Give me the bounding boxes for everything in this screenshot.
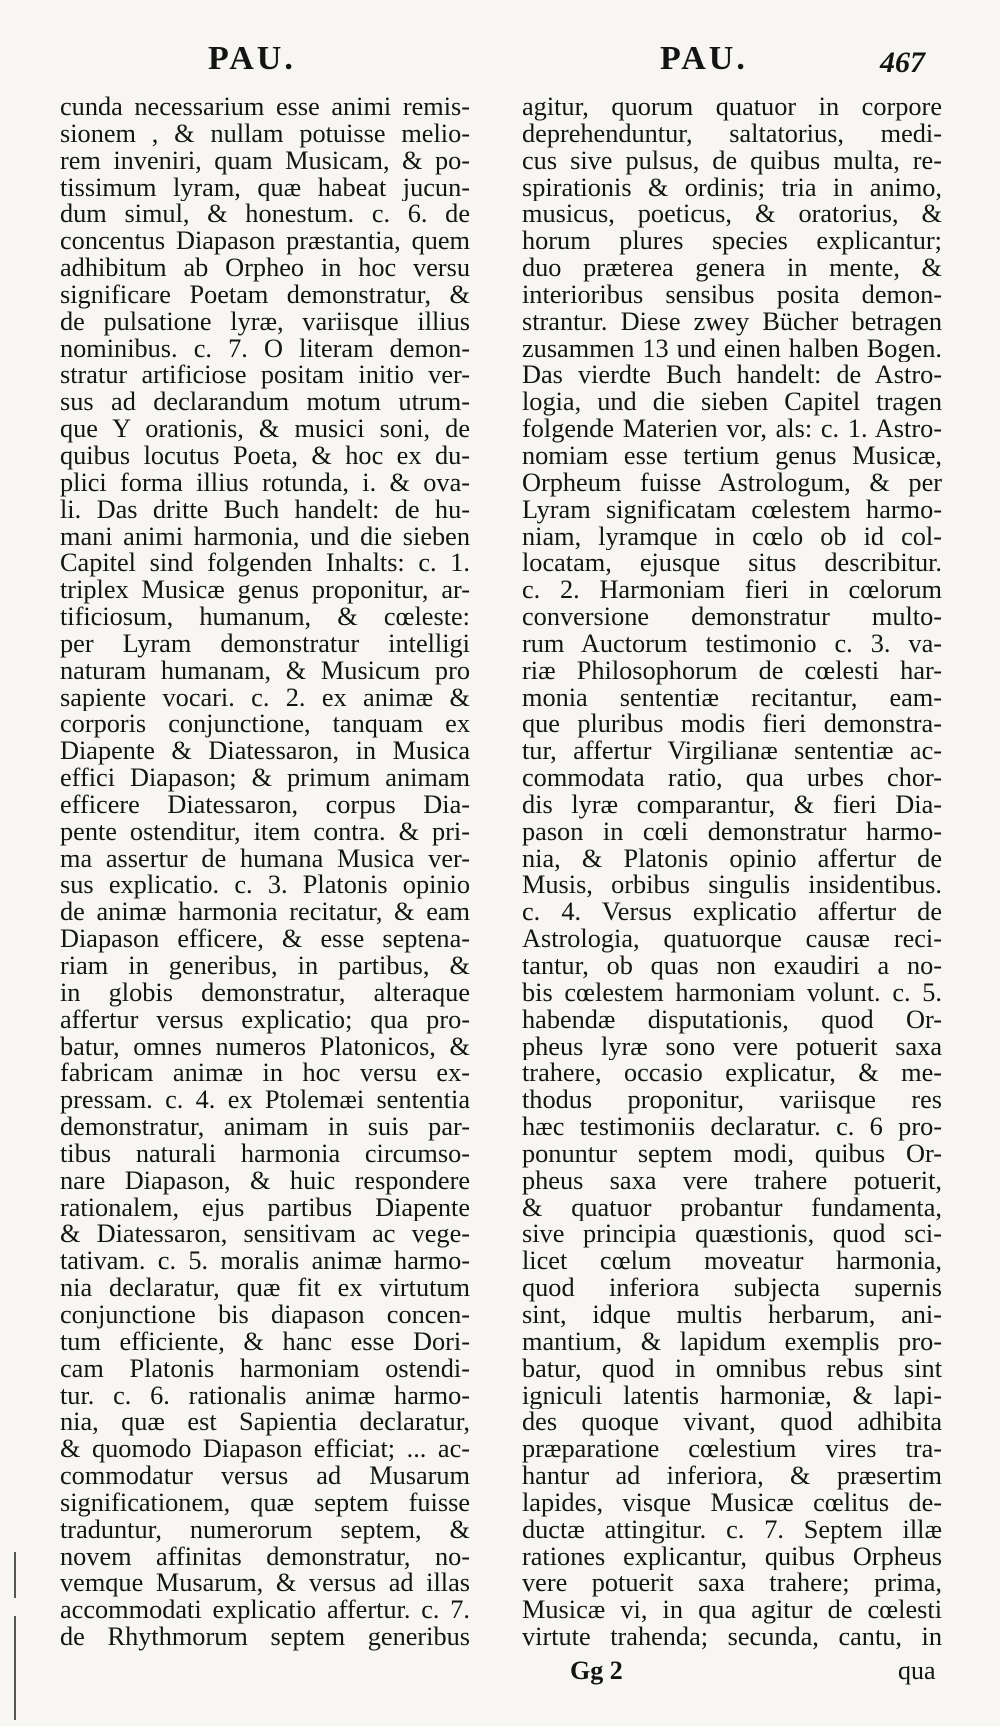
text-line: de animæ harmonia recitatur, & eam	[60, 899, 470, 927]
text-line: stratur artificiose positam initio ver-	[60, 362, 470, 390]
text-line: logia, und die sieben Capitel tragen	[522, 389, 942, 417]
text-line: nomiam esse tertium genus Musicæ,	[522, 442, 942, 470]
text-line: dum simul, & honestum. c. 6. de	[60, 201, 470, 229]
text-line: Musis, orbibus singulis insidentibus.	[522, 872, 942, 900]
text-line: tativam. c. 5. moralis animæ harmo-	[60, 1248, 470, 1276]
text-line: thodus proponitur, variisque res	[522, 1087, 942, 1115]
text-line: Orpheum fuisse Astrologum, & per	[522, 469, 942, 497]
text-line: rationes explicantur, quibus Orpheus	[522, 1543, 942, 1571]
text-line: nominibus. c. 7. O literam demon-	[60, 335, 470, 363]
text-line: conjunctione bis diapason concen-	[60, 1301, 470, 1329]
text-line: licet cœlum moveatur harmonia,	[522, 1248, 942, 1276]
margin-rule	[14, 1616, 16, 1720]
text-line: quod inferiora subjecta supernis	[522, 1275, 942, 1302]
text-line: de pulsatione lyræ, variisque illius	[60, 308, 470, 336]
text-line: in globis demonstratur, alteraque	[60, 979, 470, 1007]
running-head-right: PAU.	[660, 40, 748, 77]
text-line: sive principia quæstionis, quod sci-	[522, 1221, 942, 1249]
text-line: rum Auctorum testimonio c. 3. va-	[522, 630, 942, 658]
text-line: tur, affertur Virgilianæ sententiæ ac-	[522, 738, 942, 766]
catchword: qua	[898, 1656, 936, 1685]
text-line: batur, omnes numeros Platonicos, &	[60, 1033, 470, 1061]
text-line: interioribus sensibus posita demon-	[522, 281, 942, 309]
text-line: sionem , & nullam potuisse melio-	[60, 120, 470, 148]
text-line: pressam. c. 4. ex Ptolemæi sententia	[60, 1087, 470, 1115]
text-line: mantium, & lapidum exemplis pro-	[522, 1328, 942, 1356]
text-line: nia, & Platonis opinio affertur de	[522, 845, 942, 873]
text-line: nia declaratur, quæ fit ex virtutum	[60, 1275, 470, 1302]
text-line: monia sententiæ recitantur, eam-	[522, 684, 942, 712]
text-line: triplex Musicæ genus proponitur, ar-	[60, 577, 470, 605]
margin-rule	[14, 1552, 16, 1598]
text-line: Musicæ vi, in qua agitur de cœlesti	[522, 1597, 942, 1625]
text-line: tantur, ob quas non exaudiri a no-	[522, 953, 942, 980]
text-line: novem affinitas demonstratur, no-	[60, 1543, 470, 1571]
text-line: tibus naturali harmonia circumso-	[60, 1140, 470, 1168]
text-line: agitur, quorum quatuor in corpore	[522, 94, 942, 121]
signature-mark: Gg 2	[570, 1656, 623, 1685]
text-line: des quoque vivant, quod adhibita	[522, 1409, 942, 1437]
text-line: Astrologia, quatuorque causæ reci-	[522, 926, 942, 953]
text-line: niam, lyramque in cœlo ob id col-	[522, 523, 942, 551]
text-line: sus explicatio. c. 3. Platonis opinio	[60, 872, 470, 900]
text-line: commodata ratio, qua urbes chor-	[522, 765, 942, 792]
text-line: habendæ disputationis, quod Or-	[522, 1006, 942, 1034]
text-line: effici Diapason; & primum animam	[60, 765, 470, 792]
text-line: c. 4. Versus explicatio affertur de	[522, 899, 942, 927]
text-line: fabricam animæ in hoc versu ex-	[60, 1060, 470, 1088]
text-line: cam Platonis harmoniam ostendi-	[60, 1355, 470, 1383]
text-line: corporis conjunctione, tanquam ex	[60, 711, 470, 739]
text-line: Capitel sind folgenden Inhalts: c. 1.	[60, 550, 470, 578]
text-line: affertur versus explicatio; qua pro-	[60, 1006, 470, 1034]
text-line: accommodati explicatio affertur. c. 7.	[60, 1597, 470, 1625]
text-line: virtute trahenda; secunda, cantu, in	[522, 1624, 942, 1651]
text-line: tum efficiente, & hanc esse Dori-	[60, 1328, 470, 1356]
text-line: vemque Musarum, & versus ad illas	[60, 1570, 470, 1598]
text-line: spirationis & ordinis; tria in animo,	[522, 174, 942, 202]
text-line: & Diatessaron, sensitivam ac vege-	[60, 1221, 470, 1249]
text-line: igniculi latentis harmoniæ, & lapi-	[522, 1382, 942, 1410]
text-line: li. Das dritte Buch handelt: de hu-	[60, 496, 470, 524]
text-line: efficere Diatessaron, corpus Dia-	[60, 791, 470, 819]
text-line: conversione demonstratur multo-	[522, 604, 942, 631]
text-line: sus ad declarandum motum utrum-	[60, 389, 470, 417]
text-line: de Rhythmorum septem generibus	[60, 1624, 470, 1651]
text-line: nare Diapason, & huic respondere	[60, 1167, 470, 1195]
text-line: c. 2. Harmoniam fieri in cœlorum	[522, 577, 942, 605]
text-line: Diapason efficere, & esse septena-	[60, 926, 470, 953]
text-line: per Lyram demonstratur intelligi	[60, 630, 470, 658]
text-line: batur, quod in omnibus rebus sint	[522, 1355, 942, 1383]
text-line: significare Poetam demonstratur, &	[60, 281, 470, 309]
text-line: commodatur versus ad Musarum	[60, 1463, 470, 1490]
text-line: folgende Materien vor, als: c. 1. Astro-	[522, 416, 942, 443]
text-line: tificiosum, humanum, & cœleste:	[60, 604, 470, 631]
text-line: cunda necessarium esse animi remis-	[60, 94, 470, 121]
text-line: quibus locutus Poeta, & hoc ex du-	[60, 442, 470, 470]
text-line: nia, quæ est Sapientia declaratur,	[60, 1409, 470, 1437]
text-line: que pluribus modis fieri demonstra-	[522, 711, 942, 739]
text-line: pason in cœli demonstratur harmo-	[522, 818, 942, 846]
text-line: trahere, occasio explicatur, & me-	[522, 1060, 942, 1088]
text-line: traduntur, numerorum septem, &	[60, 1516, 470, 1544]
text-line: horum plures species explicantur;	[522, 228, 942, 256]
text-line: riæ Philosophorum de cœlesti har-	[522, 657, 942, 685]
left-text-column	[60, 94, 470, 1651]
running-head-left: PAU.	[208, 40, 296, 77]
text-line: locatam, ejusque situs describitur.	[522, 550, 942, 578]
text-line: duo præterea genera in mente, &	[522, 255, 942, 282]
text-line: naturam humanam, & Musicum pro	[60, 657, 470, 685]
text-line: sint, idque multis herbarum, ani-	[522, 1301, 942, 1329]
text-line: & quomodo Diapason efficiat; ... ac-	[60, 1436, 470, 1464]
text-line: Diapente & Diatessaron, in Musica	[60, 738, 470, 766]
text-line: pente ostenditur, item contra. & pri-	[60, 818, 470, 846]
text-line: pheus saxa vere trahere potuerit,	[522, 1167, 942, 1195]
text-line: dis lyræ comparantur, & fieri Dia-	[522, 791, 942, 819]
text-line: tur. c. 6. rationalis animæ harmo-	[60, 1382, 470, 1410]
text-line: cus sive pulsus, de quibus multa, re-	[522, 147, 942, 175]
text-line: pheus lyræ sono vere potuerit saxa	[522, 1033, 942, 1061]
text-line: significationem, quæ septem fuisse	[60, 1489, 470, 1517]
text-line: ma assertur de humana Musica ver-	[60, 845, 470, 873]
text-line: vere potuerit saxa trahere; prima,	[522, 1570, 942, 1598]
text-line: hantur ad inferiora, & præsertim	[522, 1463, 942, 1490]
text-line: demonstratur, animam in suis par-	[60, 1114, 470, 1141]
text-line: concentus Diapason præstantia, quem	[60, 228, 470, 256]
text-line: riam in generibus, in partibus, &	[60, 953, 470, 980]
text-line: Das vierdte Buch handelt: de Astro-	[522, 362, 942, 390]
text-line: adhibitum ab Orpheo in hoc versu	[60, 255, 470, 282]
text-line: præparatione cœlestium vires tra-	[522, 1436, 942, 1464]
text-line: mani animi harmonia, und die sieben	[60, 523, 470, 551]
text-line: strantur. Diese zwey Bücher betragen	[522, 308, 942, 336]
text-line: plici forma illius rotunda, i. & ova-	[60, 469, 470, 497]
text-line: tissimum lyram, quæ habeat jucun-	[60, 174, 470, 202]
text-line: musicus, poeticus, & oratorius, &	[522, 201, 942, 229]
text-line: rationalem, ejus partibus Diapente	[60, 1194, 470, 1222]
right-text-column	[522, 94, 942, 1651]
text-line: deprehenduntur, saltatorius, medi-	[522, 120, 942, 148]
text-line: Lyram significatam cœlestem harmo-	[522, 496, 942, 524]
text-line: lapides, visque Musicæ cœlitus de-	[522, 1489, 942, 1517]
text-line: rem inveniri, quam Musicam, & po-	[60, 147, 470, 175]
text-line: ductæ attingitur. c. 7. Septem illæ	[522, 1516, 942, 1544]
text-line: zusammen 13 und einen halben Bogen.	[522, 335, 942, 363]
text-line: hæc testimoniis declaratur. c. 6 pro-	[522, 1114, 942, 1141]
text-line: que Y orationis, & musici soni, de	[60, 416, 470, 443]
text-line: bis cœlestem harmoniam volunt. c. 5.	[522, 979, 942, 1007]
text-line: sapiente vocari. c. 2. ex animæ &	[60, 684, 470, 712]
page-number: 467	[880, 46, 925, 79]
text-line: ponuntur septem modi, quibus Or-	[522, 1140, 942, 1168]
text-line: & quatuor probantur fundamenta,	[522, 1194, 942, 1222]
